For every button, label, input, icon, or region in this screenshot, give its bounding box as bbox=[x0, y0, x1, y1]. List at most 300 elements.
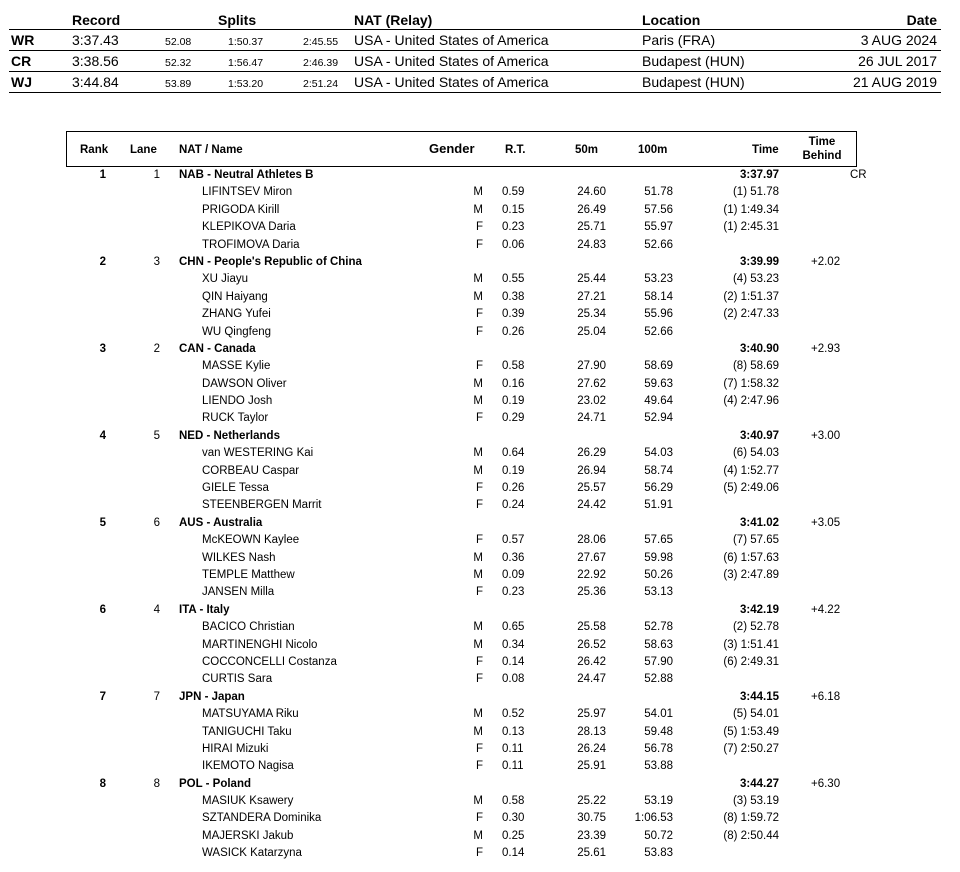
swimmer-name: MATSUYAMA Riku bbox=[202, 708, 299, 721]
swimmer-50m: 27.90 bbox=[577, 360, 606, 373]
team-time: 3:40.90 bbox=[739, 342, 779, 355]
swimmer-time: (4) 53.23 bbox=[732, 273, 779, 286]
header-nat-relay: NAT (Relay) bbox=[354, 12, 433, 28]
swimmer-time: (4) 2:47.96 bbox=[723, 395, 779, 408]
team-name: JPN - Japan bbox=[179, 690, 245, 703]
swimmer-50m: 26.49 bbox=[577, 203, 606, 216]
record-nat: USA - United States of America bbox=[354, 32, 549, 48]
swimmer-gender: M bbox=[473, 273, 483, 286]
record-split: 1:56.47 bbox=[228, 57, 264, 69]
swimmer-name: McKEOWN Kaylee bbox=[202, 534, 300, 547]
team-lane: 3 bbox=[153, 255, 160, 268]
swimmer-name: WASICK Katarzyna bbox=[202, 847, 302, 860]
header-rt: R.T. bbox=[505, 144, 526, 156]
swimmer-50m: 25.57 bbox=[577, 482, 606, 495]
swimmer-name: GIELE Tessa bbox=[202, 482, 269, 495]
swimmer-name: MASSE Kylie bbox=[202, 360, 271, 373]
swimmer-reaction-time: 0.11 bbox=[502, 760, 524, 773]
swimmer-row bbox=[66, 376, 866, 393]
swimmer-row bbox=[66, 828, 866, 845]
swimmer-gender: M bbox=[473, 464, 483, 477]
swimmer-gender: F bbox=[475, 221, 483, 234]
swimmer-name: COCCONCELLI Costanza bbox=[202, 655, 337, 668]
team-time-behind: +3.00 bbox=[811, 429, 841, 442]
swimmer-100m: 1:06.53 bbox=[634, 812, 673, 825]
swimmer-time: (8) 2:50.44 bbox=[723, 829, 779, 842]
record-location: Budapest (HUN) bbox=[642, 53, 745, 69]
team-lane: 6 bbox=[153, 516, 160, 529]
swimmer-name: MASIUK Ksawery bbox=[202, 795, 294, 808]
swimmer-100m: 50.26 bbox=[644, 568, 673, 581]
swimmer-gender: F bbox=[475, 360, 483, 373]
team-rank: 1 bbox=[99, 169, 106, 181]
swimmer-row bbox=[66, 358, 866, 375]
swimmer-time: (5) 2:49.06 bbox=[723, 482, 779, 495]
swimmer-100m: 56.29 bbox=[644, 482, 673, 495]
swimmer-100m: 52.78 bbox=[644, 621, 673, 634]
team-rank: 7 bbox=[99, 690, 106, 703]
record-code: CR bbox=[11, 53, 32, 69]
swimmer-row bbox=[66, 619, 866, 636]
swimmer-name: LIFINTSEV Miron bbox=[202, 186, 293, 199]
swimmer-gender: F bbox=[475, 673, 483, 686]
swimmer-50m: 26.52 bbox=[577, 638, 606, 651]
team-lane: 2 bbox=[153, 342, 160, 355]
record-nat: USA - United States of America bbox=[354, 74, 549, 90]
team-name: ITA - Italy bbox=[179, 603, 230, 616]
swimmer-row bbox=[66, 237, 866, 254]
team-time: 3:41.02 bbox=[739, 516, 779, 529]
swimmer-name: MAJERSKI Jakub bbox=[202, 829, 294, 842]
swimmer-time: (6) 2:49.31 bbox=[723, 655, 779, 668]
swimmer-name: TANIGUCHI Taku bbox=[202, 725, 292, 738]
swimmer-time: (5) 54.01 bbox=[732, 708, 779, 721]
swimmer-50m: 24.47 bbox=[577, 673, 606, 686]
swimmer-row bbox=[66, 306, 866, 323]
swimmer-gender: F bbox=[475, 655, 483, 668]
swimmer-row bbox=[66, 445, 866, 462]
swimmer-50m: 28.06 bbox=[577, 534, 606, 547]
swimmer-name: QIN Haiyang bbox=[202, 290, 268, 303]
swimmer-100m: 56.78 bbox=[644, 742, 673, 755]
swimmer-reaction-time: 0.29 bbox=[502, 412, 525, 425]
swimmer-gender: M bbox=[473, 447, 483, 460]
swimmer-100m: 58.74 bbox=[644, 464, 673, 477]
header-lane: Lane bbox=[130, 144, 157, 156]
swimmer-100m: 51.78 bbox=[644, 186, 673, 199]
header-location: Location bbox=[642, 12, 701, 28]
swimmer-name: XU Jiayu bbox=[202, 273, 249, 286]
swimmer-time: (7) 57.65 bbox=[732, 534, 779, 547]
swimmer-row bbox=[66, 532, 866, 549]
record-time: 3:37.43 bbox=[72, 32, 119, 48]
swimmer-row bbox=[66, 289, 866, 306]
swimmer-time: (1) 1:49.34 bbox=[723, 203, 779, 216]
team-row bbox=[66, 428, 866, 445]
swimmer-gender: F bbox=[475, 812, 483, 825]
record-time: 3:38.56 bbox=[72, 53, 119, 69]
team-row bbox=[66, 341, 866, 358]
swimmer-50m: 28.13 bbox=[577, 725, 606, 738]
swimmer-100m: 52.66 bbox=[644, 238, 673, 251]
header-splits: Splits bbox=[218, 12, 257, 28]
swimmer-time: (7) 1:58.32 bbox=[723, 377, 779, 390]
swimmer-50m: 25.61 bbox=[577, 847, 606, 860]
swimmer-row bbox=[66, 654, 866, 671]
swimmer-50m: 23.02 bbox=[577, 395, 606, 408]
team-time-behind: +3.05 bbox=[811, 516, 841, 529]
swimmer-name: KLEPIKOVA Daria bbox=[202, 221, 296, 234]
record-location: Budapest (HUN) bbox=[642, 74, 745, 90]
swimmer-50m: 26.42 bbox=[577, 655, 606, 668]
swimmer-reaction-time: 0.55 bbox=[502, 273, 525, 286]
header-gender: Gender bbox=[429, 141, 475, 156]
swimmer-100m: 55.96 bbox=[644, 308, 673, 321]
swimmer-gender: M bbox=[473, 395, 483, 408]
swimmer-100m: 52.66 bbox=[644, 325, 673, 338]
swimmer-100m: 54.01 bbox=[644, 708, 673, 721]
record-row bbox=[9, 30, 941, 51]
team-rank: 8 bbox=[99, 777, 106, 790]
swimmer-name: TROFIMOVA Daria bbox=[202, 238, 300, 251]
swimmer-50m: 25.22 bbox=[577, 795, 606, 808]
swimmer-row bbox=[66, 184, 866, 201]
swimmer-reaction-time: 0.16 bbox=[502, 377, 525, 390]
swimmer-time: (8) 58.69 bbox=[732, 360, 779, 373]
header-date: Date bbox=[906, 12, 937, 28]
swimmer-100m: 53.23 bbox=[644, 273, 673, 286]
record-code: WJ bbox=[11, 74, 32, 90]
records-rows bbox=[9, 30, 941, 93]
swimmer-gender: F bbox=[475, 586, 483, 599]
swimmer-row bbox=[66, 219, 866, 236]
record-split: 2:46.39 bbox=[303, 57, 339, 69]
swimmer-reaction-time: 0.34 bbox=[502, 638, 525, 651]
swimmer-row bbox=[66, 637, 866, 654]
swimmer-50m: 25.91 bbox=[577, 760, 606, 773]
swimmer-gender: M bbox=[473, 829, 483, 842]
team-time: 3:37.97 bbox=[739, 169, 779, 181]
swimmer-time: (2) 52.78 bbox=[732, 621, 779, 634]
swimmer-name: JANSEN Milla bbox=[202, 586, 275, 599]
results-table bbox=[66, 131, 866, 863]
swimmer-name: HIRAI Mizuki bbox=[202, 742, 269, 755]
swimmer-time: (6) 1:57.63 bbox=[723, 551, 779, 564]
team-rank: 2 bbox=[99, 255, 106, 268]
swimmer-reaction-time: 0.11 bbox=[502, 742, 524, 755]
team-lane: 5 bbox=[153, 429, 160, 442]
team-rank: 6 bbox=[99, 603, 106, 616]
swimmer-100m: 57.90 bbox=[644, 655, 673, 668]
swimmer-50m: 25.44 bbox=[577, 273, 606, 286]
swimmer-reaction-time: 0.64 bbox=[502, 447, 525, 460]
swimmer-reaction-time: 0.14 bbox=[502, 655, 525, 668]
swimmer-name: WILKES Nash bbox=[202, 551, 276, 564]
swimmer-name: IKEMOTO Nagisa bbox=[202, 760, 294, 773]
swimmer-name: ZHANG Yufei bbox=[202, 308, 271, 321]
team-time-behind: +6.30 bbox=[811, 777, 841, 790]
header-rank: Rank bbox=[80, 144, 109, 156]
swimmer-name: WU Qingfeng bbox=[202, 325, 272, 338]
swimmer-reaction-time: 0.57 bbox=[502, 534, 525, 547]
team-rank: 5 bbox=[99, 516, 106, 529]
swimmer-name: SZTANDERA Dominika bbox=[202, 812, 322, 825]
swimmer-reaction-time: 0.19 bbox=[502, 464, 525, 477]
team-time: 3:39.99 bbox=[739, 255, 779, 268]
swimmer-reaction-time: 0.65 bbox=[502, 621, 525, 634]
swimmer-name: DAWSON Oliver bbox=[202, 377, 287, 390]
header-record: Record bbox=[72, 12, 121, 28]
results-header bbox=[66, 131, 857, 167]
team-name: NAB - Neutral Athletes B bbox=[179, 169, 314, 181]
swimmer-time: (6) 54.03 bbox=[732, 447, 779, 460]
swimmer-gender: F bbox=[475, 308, 483, 321]
swimmer-row bbox=[66, 567, 866, 584]
swimmer-reaction-time: 0.23 bbox=[502, 586, 525, 599]
record-date: 21 AUG 2019 bbox=[852, 74, 937, 90]
swimmer-gender: M bbox=[473, 621, 483, 634]
record-location: Paris (FRA) bbox=[642, 32, 716, 48]
swimmer-50m: 24.60 bbox=[577, 186, 606, 199]
swimmer-100m: 53.88 bbox=[644, 760, 673, 773]
swimmer-100m: 52.94 bbox=[644, 412, 673, 425]
record-split: 1:53.20 bbox=[228, 78, 264, 90]
swimmer-row bbox=[66, 497, 866, 514]
swimmer-100m: 58.14 bbox=[644, 290, 673, 303]
swimmer-time: (3) 53.19 bbox=[732, 795, 779, 808]
swimmer-name: van WESTERING Kai bbox=[202, 447, 314, 460]
swimmer-100m: 58.69 bbox=[644, 360, 673, 373]
swimmer-100m: 50.72 bbox=[644, 829, 673, 842]
swimmer-reaction-time: 0.08 bbox=[502, 673, 525, 686]
record-split: 52.08 bbox=[165, 36, 192, 48]
swimmer-100m: 52.88 bbox=[644, 673, 673, 686]
swimmer-50m: 25.04 bbox=[577, 325, 606, 338]
records-header bbox=[9, 12, 941, 30]
swimmer-gender: F bbox=[475, 499, 483, 512]
team-lane: 8 bbox=[153, 777, 160, 790]
swimmer-row bbox=[66, 741, 866, 758]
swimmer-gender: M bbox=[473, 186, 483, 199]
swimmer-time: (5) 1:53.49 bbox=[723, 725, 779, 738]
team-name: CAN - Canada bbox=[179, 342, 256, 355]
team-row bbox=[66, 167, 866, 184]
team-row bbox=[66, 602, 866, 619]
swimmer-50m: 25.97 bbox=[577, 708, 606, 721]
swimmer-row bbox=[66, 810, 866, 827]
team-time-behind: +2.93 bbox=[811, 342, 841, 355]
team-name: POL - Poland bbox=[179, 777, 251, 790]
swimmer-name: TEMPLE Matthew bbox=[202, 568, 295, 581]
swimmer-name: MARTINENGHI Nicolo bbox=[202, 638, 318, 651]
team-time: 3:44.15 bbox=[739, 690, 779, 703]
team-rank: 3 bbox=[99, 342, 106, 355]
swimmer-name: RUCK Taylor bbox=[202, 412, 269, 425]
team-row bbox=[66, 689, 866, 706]
swimmer-50m: 24.71 bbox=[577, 412, 606, 425]
swimmer-reaction-time: 0.09 bbox=[502, 568, 525, 581]
swimmer-gender: M bbox=[473, 377, 483, 390]
swimmer-gender: M bbox=[473, 795, 483, 808]
swimmer-50m: 30.75 bbox=[577, 812, 606, 825]
team-lane: 4 bbox=[153, 603, 160, 616]
swimmer-gender: M bbox=[473, 203, 483, 216]
swimmer-50m: 22.92 bbox=[577, 568, 606, 581]
swimmer-gender: F bbox=[475, 847, 483, 860]
swimmer-50m: 24.42 bbox=[577, 499, 606, 512]
swimmer-reaction-time: 0.06 bbox=[502, 238, 525, 251]
team-name: AUS - Australia bbox=[179, 516, 263, 529]
swimmer-reaction-time: 0.30 bbox=[502, 812, 525, 825]
swimmer-50m: 27.62 bbox=[577, 377, 606, 390]
swimmer-50m: 27.21 bbox=[577, 290, 606, 303]
swimmer-row bbox=[66, 724, 866, 741]
swimmer-row bbox=[66, 550, 866, 567]
swimmer-time: (1) 2:45.31 bbox=[723, 221, 779, 234]
team-note: CR bbox=[850, 169, 867, 181]
swimmer-100m: 58.63 bbox=[644, 638, 673, 651]
swimmer-row bbox=[66, 793, 866, 810]
swimmer-gender: F bbox=[475, 482, 483, 495]
record-split: 2:51.24 bbox=[303, 78, 339, 90]
record-nat: USA - United States of America bbox=[354, 53, 549, 69]
swimmer-100m: 59.48 bbox=[644, 725, 673, 738]
swimmer-gender: F bbox=[475, 238, 483, 251]
record-time: 3:44.84 bbox=[72, 74, 119, 90]
swimmer-name: PRIGODA Kirill bbox=[202, 203, 280, 216]
swimmer-50m: 26.29 bbox=[577, 447, 606, 460]
team-time-behind: +4.22 bbox=[811, 603, 841, 616]
swimmer-50m: 25.36 bbox=[577, 586, 606, 599]
swimmer-50m: 26.94 bbox=[577, 464, 606, 477]
swimmer-50m: 25.58 bbox=[577, 621, 606, 634]
records-table bbox=[9, 12, 941, 93]
results-rows bbox=[66, 167, 866, 863]
swimmer-50m: 26.24 bbox=[577, 742, 606, 755]
team-row bbox=[66, 254, 866, 271]
swimmer-50m: 24.83 bbox=[577, 238, 606, 251]
swimmer-row bbox=[66, 758, 866, 775]
team-row bbox=[66, 515, 866, 532]
team-time: 3:44.27 bbox=[739, 777, 779, 790]
swimmer-gender: M bbox=[473, 290, 483, 303]
swimmer-name: CORBEAU Caspar bbox=[202, 464, 300, 477]
record-split: 2:45.55 bbox=[303, 36, 339, 48]
header-nat-name: NAT / Name bbox=[179, 144, 243, 156]
header-time-behind-2: Behind bbox=[802, 150, 842, 162]
swimmer-100m: 57.56 bbox=[644, 203, 673, 216]
record-split: 1:50.37 bbox=[228, 36, 264, 48]
swimmer-time: (3) 1:51.41 bbox=[723, 638, 779, 651]
team-lane: 7 bbox=[153, 690, 160, 703]
team-name: NED - Netherlands bbox=[179, 429, 280, 442]
swimmer-50m: 25.34 bbox=[577, 308, 606, 321]
swimmer-row bbox=[66, 706, 866, 723]
swimmer-reaction-time: 0.24 bbox=[502, 499, 525, 512]
team-time: 3:40.97 bbox=[739, 429, 779, 442]
swimmer-50m: 27.67 bbox=[577, 551, 606, 564]
team-time: 3:42.19 bbox=[739, 603, 779, 616]
header-50m: 50m bbox=[575, 144, 599, 156]
swimmer-name: CURTIS Sara bbox=[202, 673, 273, 686]
swimmer-row bbox=[66, 324, 866, 341]
swimmer-reaction-time: 0.39 bbox=[502, 308, 525, 321]
swimmer-row bbox=[66, 410, 866, 427]
swimmer-time: (3) 2:47.89 bbox=[723, 568, 779, 581]
swimmer-gender: F bbox=[475, 412, 483, 425]
swimmer-reaction-time: 0.14 bbox=[502, 847, 525, 860]
record-date: 3 AUG 2024 bbox=[860, 32, 937, 48]
swimmer-time: (1) 51.78 bbox=[732, 186, 779, 199]
team-time-behind: +2.02 bbox=[811, 255, 841, 268]
swimmer-reaction-time: 0.13 bbox=[502, 725, 525, 738]
swimmer-reaction-time: 0.59 bbox=[502, 186, 525, 199]
swimmer-reaction-time: 0.58 bbox=[502, 360, 525, 373]
swimmer-100m: 49.64 bbox=[644, 395, 673, 408]
swimmer-reaction-time: 0.36 bbox=[502, 551, 525, 564]
swimmer-gender: M bbox=[473, 725, 483, 738]
swimmer-time: (2) 2:47.33 bbox=[723, 308, 779, 321]
swimmer-reaction-time: 0.25 bbox=[502, 829, 525, 842]
record-code: WR bbox=[11, 32, 35, 48]
swimmer-100m: 51.91 bbox=[644, 499, 673, 512]
swimmer-row bbox=[66, 393, 866, 410]
record-date: 26 JUL 2017 bbox=[858, 53, 937, 69]
header-time-behind-1: Time bbox=[808, 136, 836, 148]
header-time: Time bbox=[752, 144, 779, 156]
team-rank: 4 bbox=[99, 429, 106, 442]
swimmer-row bbox=[66, 480, 866, 497]
swimmer-name: BACICO Christian bbox=[202, 621, 295, 634]
swimmer-100m: 54.03 bbox=[644, 447, 673, 460]
swimmer-gender: F bbox=[475, 534, 483, 547]
swimmer-reaction-time: 0.26 bbox=[502, 482, 525, 495]
swimmer-time: (7) 2:50.27 bbox=[723, 742, 779, 755]
swimmer-100m: 55.97 bbox=[644, 221, 673, 234]
swimmer-time: (2) 1:51.37 bbox=[723, 290, 779, 303]
swimmer-100m: 57.65 bbox=[644, 534, 673, 547]
swimmer-100m: 59.63 bbox=[644, 377, 673, 390]
swimmer-reaction-time: 0.38 bbox=[502, 290, 525, 303]
swimmer-gender: M bbox=[473, 551, 483, 564]
swimmer-gender: M bbox=[473, 568, 483, 581]
team-lane: 1 bbox=[153, 169, 160, 181]
swimmer-row bbox=[66, 671, 866, 688]
swimmer-reaction-time: 0.19 bbox=[502, 395, 525, 408]
swimmer-time: (8) 1:59.72 bbox=[723, 812, 779, 825]
record-row bbox=[9, 72, 941, 93]
swimmer-gender: F bbox=[475, 325, 483, 338]
swimmer-50m: 25.71 bbox=[577, 221, 606, 234]
swimmer-gender: F bbox=[475, 760, 483, 773]
record-row bbox=[9, 51, 941, 72]
swimmer-gender: M bbox=[473, 638, 483, 651]
record-split: 53.89 bbox=[165, 78, 192, 90]
swimmer-reaction-time: 0.23 bbox=[502, 221, 525, 234]
swimmer-100m: 53.19 bbox=[644, 795, 673, 808]
swimmer-100m: 59.98 bbox=[644, 551, 673, 564]
swimmer-100m: 53.83 bbox=[644, 847, 673, 860]
swimmer-row bbox=[66, 463, 866, 480]
header-100m: 100m bbox=[638, 144, 668, 156]
swimmer-gender: M bbox=[473, 708, 483, 721]
team-row bbox=[66, 776, 866, 793]
record-split: 52.32 bbox=[165, 57, 192, 69]
team-name: CHN - People's Republic of China bbox=[179, 255, 362, 268]
swimmer-row bbox=[66, 584, 866, 601]
swimmer-gender: F bbox=[475, 742, 483, 755]
swimmer-time: (4) 1:52.77 bbox=[723, 464, 779, 477]
